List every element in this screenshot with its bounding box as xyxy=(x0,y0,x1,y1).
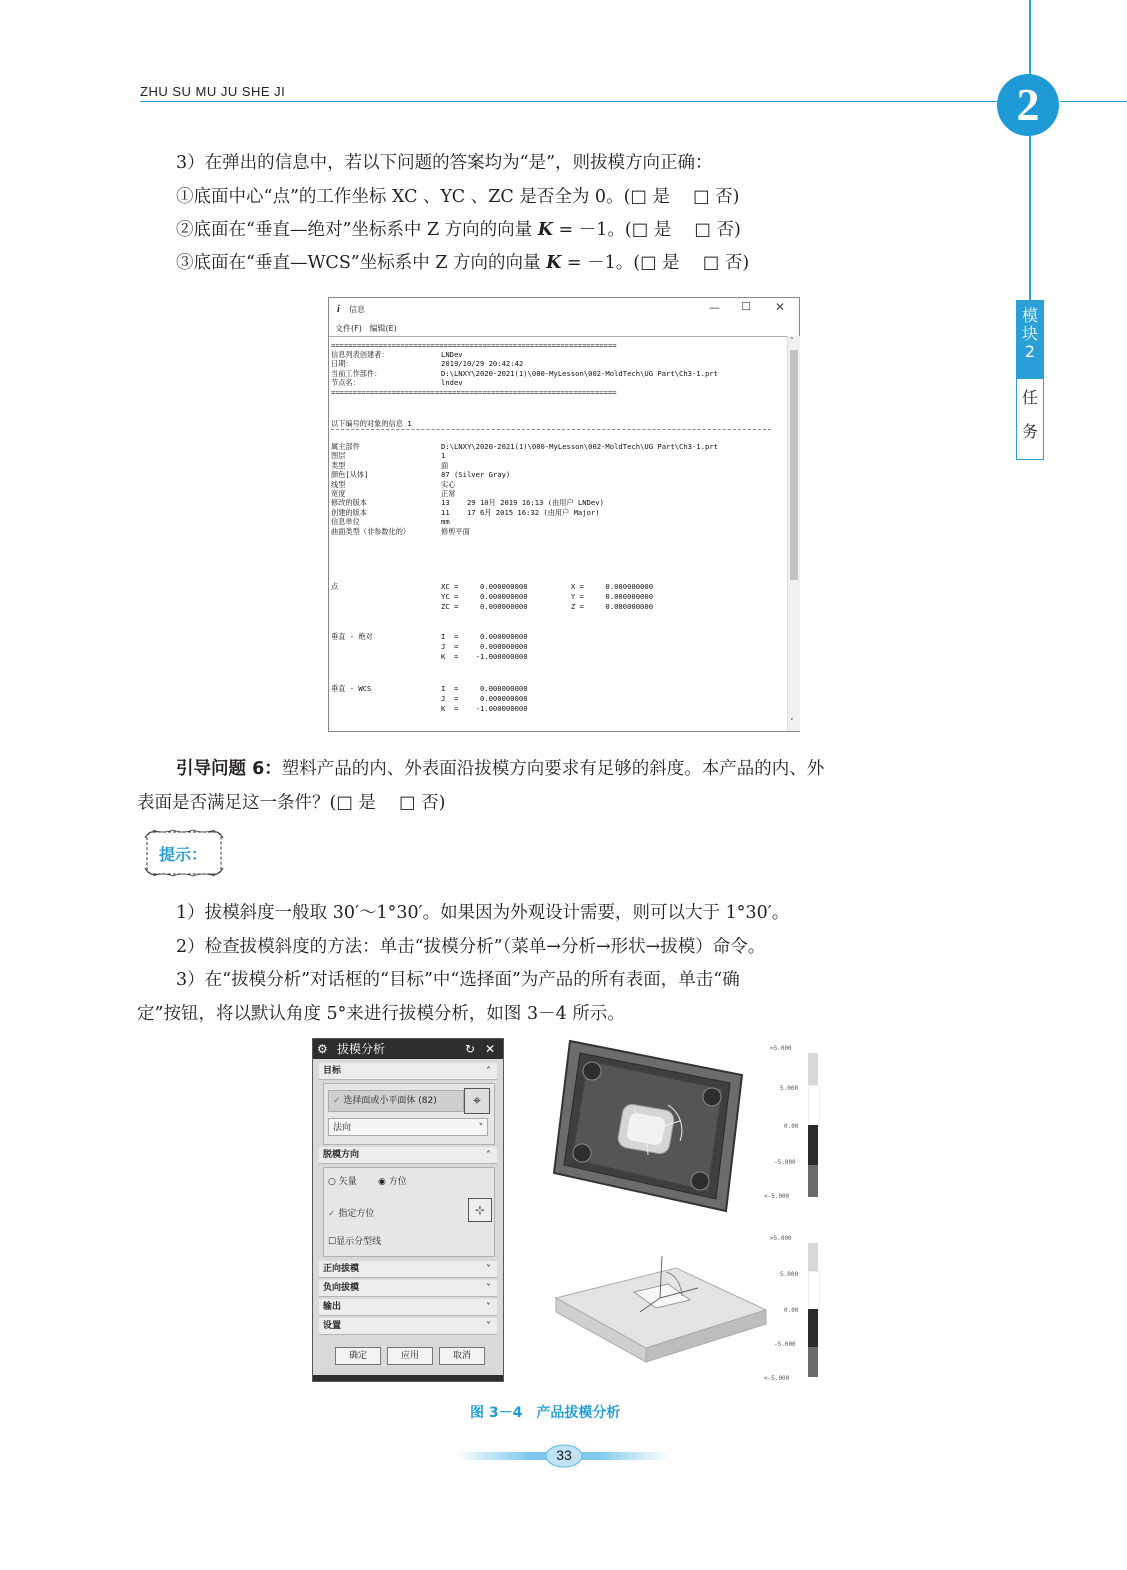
question-wcs: ③底面在“垂直—WCS”坐标系中 Z 方向的向量 K = －1。(□ 是 □ 否) xyxy=(176,253,750,273)
info-prop-row xyxy=(331,517,450,526)
question-6-line2: 表面是否满足这一条件？(□ 是 □ 否) xyxy=(137,793,446,813)
expand-icon: ˅ xyxy=(486,1264,491,1275)
dialog-gear-icon: ⚙ xyxy=(317,1042,328,1056)
scroll-up-icon[interactable]: ˄ xyxy=(790,337,794,345)
legend-swatch xyxy=(808,1053,818,1085)
expand-icon: ˅ xyxy=(486,1302,491,1313)
legend-swatch xyxy=(808,1243,818,1271)
sep-3 xyxy=(331,429,771,431)
group-target[interactable]: 目标 ˄ xyxy=(319,1063,497,1080)
legend-label: 5.000 xyxy=(780,1085,799,1092)
normal-select[interactable]: 法向 ˅ xyxy=(328,1118,488,1136)
header-rule-right xyxy=(1060,101,1127,102)
info-window xyxy=(328,297,800,732)
point-row: XC = 0.000000000 X = 0.000000000 xyxy=(441,582,654,591)
info-prop-key: 颜色[从体] xyxy=(331,470,369,480)
tip-3-line1: 3）在“拔模分析”对话框的“目标”中“选择面”为产品的所有表面，单击“确 xyxy=(176,970,740,990)
legend-label: 0.00 xyxy=(784,1123,799,1130)
menu-edit[interactable]: 编辑(E) xyxy=(369,324,397,333)
legend-swatch xyxy=(808,1347,818,1377)
info-scrollbar[interactable] xyxy=(787,336,800,731)
scroll-thumb[interactable] xyxy=(790,350,798,580)
expand-icon: ˅ xyxy=(486,1321,491,1332)
info-prop-key: 修改的版本 xyxy=(331,498,367,508)
minimize-icon[interactable]: — xyxy=(709,301,720,314)
tip-2: 2）检查拔模斜度的方法：单击“拔模分析”（菜单→分析→形状→拔模）命令。 xyxy=(176,937,766,957)
info-prop-value: 87 (Silver Gray) xyxy=(441,470,511,480)
info-prop-key: 信息单位 xyxy=(331,517,360,527)
maximize-icon[interactable]: ☐ xyxy=(741,300,751,313)
close-icon[interactable]: ✕ xyxy=(775,300,786,314)
info-prop-value: 11 17 6月 2015 16:32 (由用户 Major) xyxy=(441,507,600,517)
target-panel xyxy=(323,1083,495,1145)
radio-vector[interactable]: ○ 矢量 xyxy=(328,1177,357,1187)
info-meta-key: 日期： xyxy=(331,359,353,369)
point-row: YC = 0.000000000 Y = 0.000000000 xyxy=(441,592,654,601)
info-prop-key: 图层 xyxy=(331,451,346,461)
draft-direction-panel xyxy=(323,1167,495,1257)
dialog-titlebar xyxy=(313,1039,503,1059)
cancel-button[interactable]: 取消 xyxy=(439,1347,485,1365)
wcs-row: I = 0.000000000 xyxy=(441,684,528,693)
info-prop-key: 属主部件 xyxy=(331,442,360,451)
info-meta-key: 信息列表创建者： xyxy=(331,350,389,359)
expand-icon: ˅ xyxy=(486,1283,491,1294)
info-meta-value: D:\LNXY\2020-2021(1)\000-MyLesson\002-MoldTech\UG Part\Ch3-1.prt xyxy=(441,368,718,378)
info-prop-key: 类型 xyxy=(331,460,346,470)
legend-label: -5.000 xyxy=(774,1159,796,1166)
legend-bottom xyxy=(764,1235,830,1385)
radio-orient[interactable]: ◉ 方位 xyxy=(378,1177,407,1187)
info-prop-key: 创建的版本 xyxy=(331,507,367,517)
tip-3-line2: 定”按钮，将以默认角度 5°来进行拔模分析，如图 3－4 所示。 xyxy=(137,1004,625,1024)
sep-2: ================================================================== xyxy=(331,388,617,397)
legend-label: 5.000 xyxy=(780,1271,799,1278)
info-prop-value: 13 29 10月 2019 16:13 (由用户 LNDev) xyxy=(441,498,604,508)
group-negative[interactable]: 负向拔模 ˅ xyxy=(319,1280,497,1297)
side-tab-task: 任 务 xyxy=(1021,388,1038,441)
legend-label: >5.000 xyxy=(770,1235,792,1242)
dialog-footer xyxy=(313,1375,503,1381)
info-menubar xyxy=(335,323,397,334)
abs-row: K = -1.000000000 xyxy=(441,652,528,661)
info-meta-value: 2019/10/29 20:42:42 xyxy=(441,359,524,369)
step3-line: 3）在弹出的信息中，若以下问题的答案均为“是”，则拔模方向正确： xyxy=(176,153,713,173)
question-6-label: 引导问题 6： xyxy=(176,759,282,779)
tip-1: 1）拔模斜度一般取 30′～1°30′。如果因为外观设计需要，则可以大于 1°30′。 xyxy=(176,903,790,923)
csys-icon[interactable]: ⊹ xyxy=(468,1198,492,1222)
info-prop-value: mm xyxy=(441,517,450,527)
info-prop-row xyxy=(331,461,448,470)
info-titlebar xyxy=(329,298,799,322)
group-draft-direction[interactable]: 脱模方向 ˄ xyxy=(319,1147,497,1164)
module-badge: 2 xyxy=(997,74,1059,136)
tip-label: 提示： xyxy=(159,845,208,864)
wcs-row: K = -1.000000000 xyxy=(441,704,528,713)
legend-top xyxy=(764,1045,830,1205)
question-point: ①底面中心“点”的工作坐标 XC 、YC 、ZC 是否全为 0。(□ 是 □ 否) xyxy=(176,187,740,207)
info-meta-key: 当前工作部件： xyxy=(331,368,382,378)
legend-swatch xyxy=(808,1085,820,1127)
group-output[interactable]: 输出 ˅ xyxy=(319,1299,497,1316)
draft-analysis-dialog xyxy=(312,1038,504,1382)
info-meta-row xyxy=(331,369,718,378)
dialog-title: 拔模分析 xyxy=(337,1042,386,1056)
info-prop-value: D:\LNXY\2020-2021(1)\000-MyLesson\002-MoldTech\UG Part\Ch3-1.prt xyxy=(441,442,718,451)
info-text-area[interactable] xyxy=(329,336,787,732)
info-meta-key: 节点名： xyxy=(331,378,360,388)
legend-swatch xyxy=(808,1125,818,1165)
info-prop-row xyxy=(331,498,604,507)
scroll-down-icon[interactable]: ˅ xyxy=(790,718,794,726)
tip-box xyxy=(143,828,225,878)
legend-label: >5.000 xyxy=(770,1045,792,1052)
dialog-close-icon[interactable]: ✕ xyxy=(485,1042,496,1056)
part-iso-view xyxy=(548,1250,768,1370)
header-rule xyxy=(140,101,1000,102)
abs-row: J = 0.000000000 xyxy=(441,642,528,651)
legend-label: 0.00 xyxy=(784,1307,799,1314)
info-meta-row xyxy=(331,359,523,368)
collapse-icon: ˄ xyxy=(486,1150,491,1161)
info-prop-row xyxy=(331,451,445,460)
point-row: ZC = 0.000000000 Z = 0.000000000 xyxy=(441,602,654,611)
info-prop-key: 线型 xyxy=(331,479,346,489)
legend-swatch xyxy=(808,1165,818,1197)
info-prop-value: 1 xyxy=(441,451,446,461)
legend-label: <-5.000 xyxy=(764,1193,790,1200)
running-title: ZHU SU MU JU SHE JI xyxy=(140,84,286,99)
info-prop-key: 曲面类型（非参数化的） xyxy=(331,526,411,536)
info-prop-value: 实心 xyxy=(441,479,456,489)
group-positive[interactable]: 正向拔模 ˅ xyxy=(319,1261,497,1278)
legend-swatch xyxy=(808,1309,818,1347)
info-prop-value: 面 xyxy=(441,460,449,470)
page-number: 33 xyxy=(556,1447,572,1463)
question-6-text: 塑料产品的内、外表面沿拔模方向要求有足够的斜度。本产品的内、外 xyxy=(281,759,825,779)
info-prop-row xyxy=(331,480,455,489)
question-abs: ②底面在“垂直—绝对”坐标系中 Z 方向的向量 K = －1。(□ 是 □ 否) xyxy=(176,220,741,240)
face-select-icon[interactable]: ⌖ xyxy=(464,1088,490,1114)
legend-label: <-5.000 xyxy=(764,1375,790,1382)
info-title: 信息 xyxy=(349,305,365,314)
info-prop-row xyxy=(331,527,470,536)
info-prop-value: 正常 xyxy=(441,489,456,498)
legend-label: -5.000 xyxy=(774,1341,796,1348)
chevron-down-icon: ˅ xyxy=(478,1123,483,1133)
info-meta-row xyxy=(331,350,463,359)
info-prop-key: 宽度 xyxy=(331,489,346,498)
sep-1: ================================================================== xyxy=(331,341,617,350)
group-settings[interactable]: 设置 ˅ xyxy=(319,1318,497,1335)
point-label: 点 xyxy=(331,582,339,591)
side-tab-module: 模 块 2 xyxy=(1017,301,1043,379)
wcs-row: J = 0.000000000 xyxy=(441,694,528,703)
apply-button[interactable]: 应用 xyxy=(387,1347,433,1365)
specify-orient[interactable]: ✓ 指定方位 xyxy=(328,1209,375,1219)
show-parting-line[interactable]: ☐显示分型线 xyxy=(328,1237,382,1247)
info-prop-row xyxy=(331,442,718,451)
info-prop-row xyxy=(331,470,510,479)
ok-button[interactable]: 确定 xyxy=(335,1347,381,1365)
info-meta-row xyxy=(331,378,463,387)
wcs-label: 垂直 - WCS xyxy=(331,684,372,693)
margin-line xyxy=(1029,0,1031,300)
question-6 xyxy=(176,752,1006,786)
legend-swatch xyxy=(808,1271,820,1311)
info-prop-value: 修剪平面 xyxy=(441,526,470,536)
reset-icon[interactable]: ↻ xyxy=(465,1042,476,1056)
info-icon: i xyxy=(337,304,340,315)
info-meta-value: lndev xyxy=(441,378,463,388)
collapse-icon: ˄ xyxy=(486,1066,491,1077)
side-tab xyxy=(1016,300,1044,460)
part-top-view xyxy=(548,1035,748,1215)
info-meta-value: LNDev xyxy=(441,350,463,359)
select-faces[interactable]: ✓ 选择面或小平面体 (82) xyxy=(328,1090,464,1112)
abs-label: 垂直 - 绝对 xyxy=(331,632,373,641)
objects-header: 以下编号的对象的信息 1 xyxy=(331,419,412,428)
abs-row: I = 0.000000000 xyxy=(441,632,528,641)
figure-caption: 图 3－4 产品拔模分析 xyxy=(470,1405,621,1421)
info-prop-row xyxy=(331,489,455,498)
menu-file[interactable]: 文件(F) xyxy=(335,324,362,333)
info-prop-row xyxy=(331,508,600,517)
